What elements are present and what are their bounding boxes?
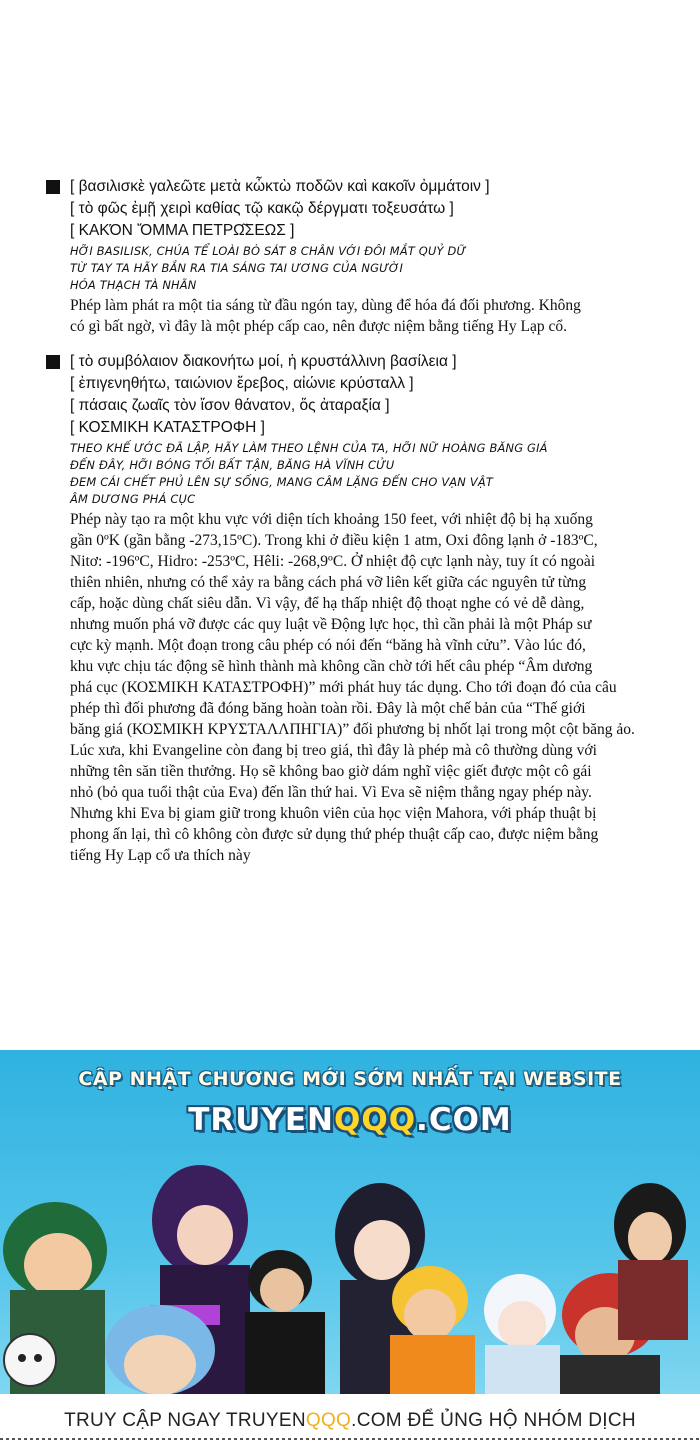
- description-line: Phép này tạo ra một khu vực với diện tích khoảng 150 feet, với nhiệt độ bị hạ xuống: [70, 511, 593, 528]
- footer-text-suffix: .COM ĐỂ ỦNG HỘ NHÓM DỊCH: [351, 1410, 636, 1431]
- description-line: cực kỳ mạnh. Một đoạn trong câu phép có nói đến “băng hà vĩnh cửu”. Vào lúc đó,: [70, 637, 586, 654]
- translation-line: TỪ TAY TA HÃY BẮN RA TIA SÁNG TAI ƯƠNG CỦA NGƯỜI: [70, 261, 404, 275]
- bullet-square-icon: [46, 180, 60, 194]
- translation-line: ĐEM CÁI CHẾT PHỦ LÊN SỰ SỐNG, MANG CÂM LẶNG ĐẾN CHO VẠN VẬT: [70, 475, 493, 489]
- translation-line: ÂM DƯƠNG PHÁ CỤC: [70, 492, 196, 506]
- description-line: phong ấn lại, thì cô không còn được sử dụng thứ phép thuật cấp cao, được niệm bằng: [70, 826, 599, 843]
- site-name-accent: QQQ: [333, 1102, 417, 1138]
- spell-2-description: [70, 509, 646, 866]
- spell-1-description: [70, 295, 646, 337]
- character-white-cat-girl: [484, 1274, 560, 1394]
- description-line: những tên săn tiền thưởng. Họ sẽ không bao giờ dám nghĩ việc giết được một cô gái: [70, 763, 592, 780]
- footer-text-accent: QQQ: [305, 1410, 352, 1431]
- spell-2-incantation: [70, 351, 646, 439]
- description-line: nhưng muốn phá vỡ được các quy luật về Động lực học, thì cần phải là một Pháp sư: [70, 616, 592, 633]
- anime-characters-illustration: [0, 1140, 700, 1394]
- description-line: Nitơ: -196ºC, Hidro: -253ºC, Hêli: -268,9ºC. Ở nhiệt độ cực lạnh này, tuy ít có ngoài: [70, 553, 596, 570]
- spell-2: [46, 351, 646, 866]
- incantation-line: [ ἐπιγενηθήτω, ταιώνιον ἔρεβος, αἰώνιε κρύσταλλ ]: [70, 375, 414, 392]
- spell-2-translation: [70, 440, 646, 508]
- description-line: Nhưng khi Eva bị giam giữ trong khuôn viên của học viện Mahora, với pháp thuật bị: [70, 805, 597, 822]
- description-line: phép thì đối phương đã đóng băng hoàn toàn rồi. Đây là một chế bản của “Thế giới: [70, 700, 586, 717]
- spell-1: [46, 176, 646, 337]
- translation-line: HÓA THẠCH TÀ NHÃN: [70, 278, 197, 292]
- incantation-line: [ πάσαις ζωαῖς τὸν ἴσον θάνατον, ὅς ἀταραξία ]: [70, 397, 390, 414]
- description-line: băng giá (ΚΟΣΜΙΚΗ ΚΡΥΣΤΑΛΛΠΗΓΙΑ)” đối phương bị nhốt lại trong một cột băng ảo.: [70, 721, 635, 738]
- footer-dashed-divider: [0, 1438, 700, 1440]
- banner-headline: CẬP NHẬT CHƯƠNG MỚI SỚM NHẤT TẠI WEBSITE: [78, 1068, 622, 1090]
- translation-line: ĐẾN ĐÂY, HỠI BÓNG TỐI BẤT TẬN, BĂNG HÀ VĨNH CỬU: [70, 458, 395, 472]
- description-line: Lúc xưa, khi Evangeline còn đang bị treo giá, thì đây là phép mà cô thường dùng với: [70, 742, 597, 759]
- spell-1-translation: [70, 243, 646, 294]
- incantation-line: [ ΚΟΣΜΙΚΗ ΚΑΤΑΣΤΡΟΦΗ ]: [70, 419, 265, 436]
- bullet-square-icon: [46, 355, 60, 369]
- banner-site-logo[interactable]: [0, 1102, 700, 1138]
- character-boy-black-shirt: [245, 1250, 325, 1394]
- site-name-suffix: .COM: [416, 1102, 512, 1138]
- translation-line: THEO KHẾ ƯỚC ĐÃ LẬP, HÃY LÀM THEO LỆNH CỦA TA, HỠI NỮ HOÀNG BĂNG GIÁ: [70, 441, 548, 455]
- description-line: tiếng Hy Lạp cổ ưa thích này: [70, 847, 251, 864]
- incantation-line: [ βασιλισκὲ γαλεῶτε μετὰ κὦκτὼ ποδῶν καὶ κακοῖν ὀμμάτοιν ]: [70, 178, 490, 195]
- site-name-prefix: TRUYEN: [188, 1102, 334, 1138]
- character-blue-hair: [105, 1305, 215, 1394]
- footer-promo[interactable]: [0, 1394, 700, 1444]
- description-line: nhỏ (bỏ qua tuổi thật của Eva) đến lần thứ hai. Vì Eva sẽ niệm thẳng ngay phép này.: [70, 784, 592, 801]
- description-line: thiên nhiên, nhưng có thể xảy ra bằng cách phá vỡ liên kết giữa các nguyên tử từng: [70, 574, 587, 591]
- incantation-line: [ τὸ φῶς ἐμῇ χειρὶ καθίας τῷ κακῷ δέργματι τοξευσάτω ]: [70, 200, 454, 217]
- description-line: phá cục (ΚΟΣΜΙΚΗ ΚΑΤΑΣΤΡΟΦΗ)” mới phát huy tác dụng. Cho tới đoạn đó của câu: [70, 679, 617, 696]
- description-line: cấp, hoặc dùng chất siêu dẫn. Vì vậy, để hạ thấp nhiệt độ thoạt nghe có vẻ dễ dàng,: [70, 595, 585, 612]
- incantation-line: [ ΚΑΚΌΝ ὌΜΜΑ ΠΕΤΡΩ͂ΣΕΩΣ ]: [70, 222, 295, 239]
- translation-line: HỠI BASILISK, CHÚA TỂ LOÀI BÒ SÁT 8 CHÂN VỚI ĐÔI MẮT QUỶ DỮ: [70, 244, 467, 258]
- incantation-line: [ τὸ συμβόλαιον διακονήτω μοί, ἡ κρυστάλλινη βασίλεια ]: [70, 353, 457, 370]
- footer-text-prefix: TRUY CẬP NGAY TRUYEN: [64, 1410, 306, 1431]
- character-cat-mascot: [4, 1334, 56, 1386]
- promo-banner[interactable]: [0, 1050, 700, 1394]
- description-line: Phép làm phát ra một tia sáng từ đầu ngón tay, dùng để hóa đá đối phương. Không: [70, 297, 581, 314]
- description-line: khu vực chịu tác động sẽ hình thành mà không cần chờ tới hết câu phép “Âm dương: [70, 658, 593, 675]
- description-line: gần 0ºK (gần bằng -273,15ºC). Trong khi ở điều kiện 1 atm, Oxi đông lạnh ở -183ºC,: [70, 532, 598, 549]
- character-swordsman: [614, 1183, 688, 1340]
- description-line: có gì bất ngờ, vì đây là một phép cấp cao, nên được niệm bằng tiếng Hy Lạp cổ.: [70, 318, 567, 335]
- spell-1-incantation: [70, 176, 646, 242]
